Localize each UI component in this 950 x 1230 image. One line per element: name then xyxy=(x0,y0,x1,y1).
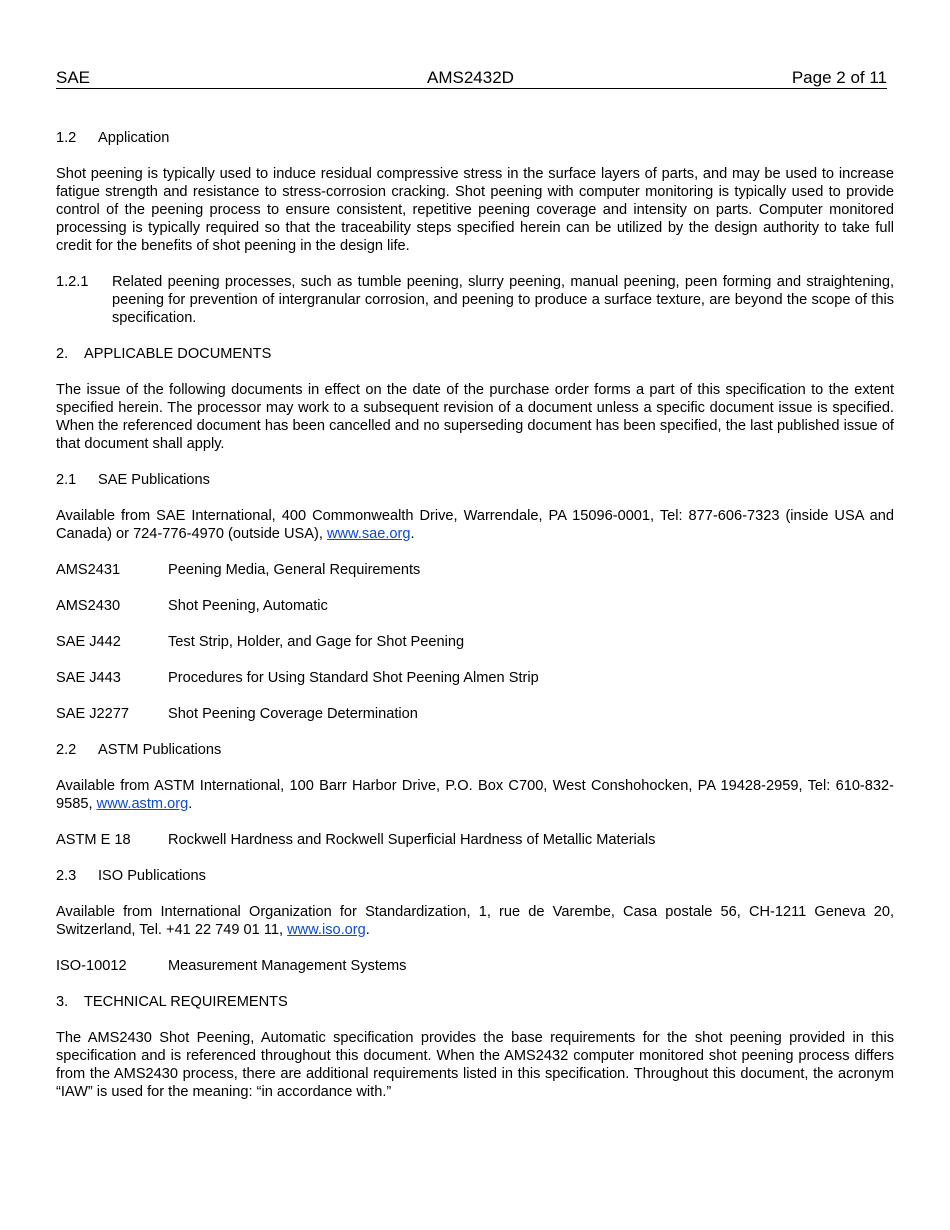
section-3-body: The AMS2430 Shot Peening, Automatic specification provides the base requirements for the shot peening provided in this specification and is referenced throughout this document. When the AMS2432 computer monitored shot peening process differs from the AMS2430 process, there are additional requirements listed in this specification. Throughout this document, the acronym “IAW” is used for the meaning: “in accordance with.” xyxy=(56,1030,894,1100)
section-title: APPLICABLE DOCUMENTS xyxy=(84,346,272,362)
page-header xyxy=(56,68,887,89)
ref-title: Test Strip, Holder, and Gage for Shot Peening xyxy=(168,634,465,650)
astm-website-link[interactable]: www.astm.org xyxy=(96,796,189,812)
iso-website-link[interactable]: www.iso.org xyxy=(287,922,366,938)
ref-code: ISO-10012 xyxy=(56,958,127,974)
period: . xyxy=(188,796,193,812)
section-2-3-body xyxy=(56,903,894,939)
section-title: SAE Publications xyxy=(98,472,210,488)
period: . xyxy=(410,526,415,542)
section-number: 2. xyxy=(56,346,69,362)
ref-code: SAE J442 xyxy=(56,634,121,650)
ref-title: Procedures for Using Standard Shot Peening Almen Strip xyxy=(168,670,539,686)
header-page-number: Page 2 of 11 xyxy=(791,68,887,87)
ref-row xyxy=(56,633,894,651)
section-3-heading xyxy=(56,993,894,1011)
ref-row xyxy=(56,705,894,723)
section-2-1-body xyxy=(56,507,894,543)
ref-row xyxy=(56,597,894,615)
section-title: ASTM Publications xyxy=(98,742,222,758)
ref-row xyxy=(56,957,894,975)
section-number: 2.2 xyxy=(56,742,77,758)
section-2-heading xyxy=(56,345,894,363)
section-2-body: The issue of the following documents in effect on the date of the purchase order forms a part of this specification to the extent specified herein. The processor may work to a subsequent revision of a document unless a specific document issue is specified. When the referenced document has been cancelled and no superseding document has been specified, the last published issue of that document shall apply. xyxy=(56,382,894,452)
section-2-2-heading xyxy=(56,741,894,759)
period: . xyxy=(365,922,370,938)
ref-row xyxy=(56,831,894,849)
ref-title: Peening Media, General Requirements xyxy=(168,562,421,578)
header-doc-number: AMS2432D xyxy=(427,68,514,87)
ref-code: SAE J2277 xyxy=(56,706,130,722)
section-2-1-heading xyxy=(56,471,894,489)
section-number: 3. xyxy=(56,994,69,1010)
section-number: 1.2 xyxy=(56,130,77,146)
section-2-3-heading xyxy=(56,867,894,885)
ref-row xyxy=(56,669,894,687)
header-org: SAE xyxy=(56,68,91,87)
section-number: 2.1 xyxy=(56,472,77,488)
section-1-2-1 xyxy=(56,273,894,327)
section-2-2-body xyxy=(56,777,894,813)
ref-title: Shot Peening, Automatic xyxy=(168,598,328,614)
ref-code: SAE J443 xyxy=(56,670,121,686)
section-1-2-heading xyxy=(56,129,894,147)
section-1-2-1-body: Related peening processes, such as tumble peening, slurry peening, manual peening, peen forming and straightening, peening for prevention of intergranular corrosion, and peening to produce a surface texture, are beyond the scope of this specification. xyxy=(112,274,894,326)
ref-code: AMS2431 xyxy=(56,562,121,578)
ref-row xyxy=(56,561,894,579)
section-2-3-text: Available from International Organization for Standardization, 1, rue de Varembe, Casa postale 56, CH-1211 Geneva 20, Switzerland, Tel. +41 22 749 01 11, xyxy=(56,904,894,938)
section-2-2-text: Available from ASTM International, 100 Barr Harbor Drive, P.O. Box C700, West Conshohocken, PA 19428-2959, Tel: 610-832-9585, xyxy=(56,778,894,812)
section-title: ISO Publications xyxy=(98,868,206,884)
section-2-1-text: Available from SAE International, 400 Commonwealth Drive, Warrendale, PA 15096-0001, Tel: 877-606-7323 (inside USA and Canada) or 724-776-4970 (outside USA), xyxy=(56,508,894,542)
section-number: 2.3 xyxy=(56,868,77,884)
document-body xyxy=(56,129,894,1101)
section-title: Application xyxy=(98,130,170,146)
ref-code: ASTM E 18 xyxy=(56,832,131,848)
section-number: 1.2.1 xyxy=(56,274,89,290)
section-1-2-body: Shot peening is typically used to induce residual compressive stress in the surface layers of parts, and may be used to increase fatigue strength and resistance to stress-corrosion cracking. Shot peening with computer monitoring is typically used to provide control of the peening process to ensure consistent, repetitive peening coverage and intensity on parts. Computer monitored processing is typically required so that the traceability steps specified herein can be utilized by the design authority to take full credit for the benefits of shot peening in the design life. xyxy=(56,166,894,254)
sae-website-link[interactable]: www.sae.org xyxy=(326,526,411,542)
ref-title: Rockwell Hardness and Rockwell Superficial Hardness of Metallic Materials xyxy=(168,832,656,848)
ref-title: Shot Peening Coverage Determination xyxy=(168,706,418,722)
section-title: TECHNICAL REQUIREMENTS xyxy=(84,994,288,1010)
ref-title: Measurement Management Systems xyxy=(168,958,407,974)
ref-code: AMS2430 xyxy=(56,598,121,614)
